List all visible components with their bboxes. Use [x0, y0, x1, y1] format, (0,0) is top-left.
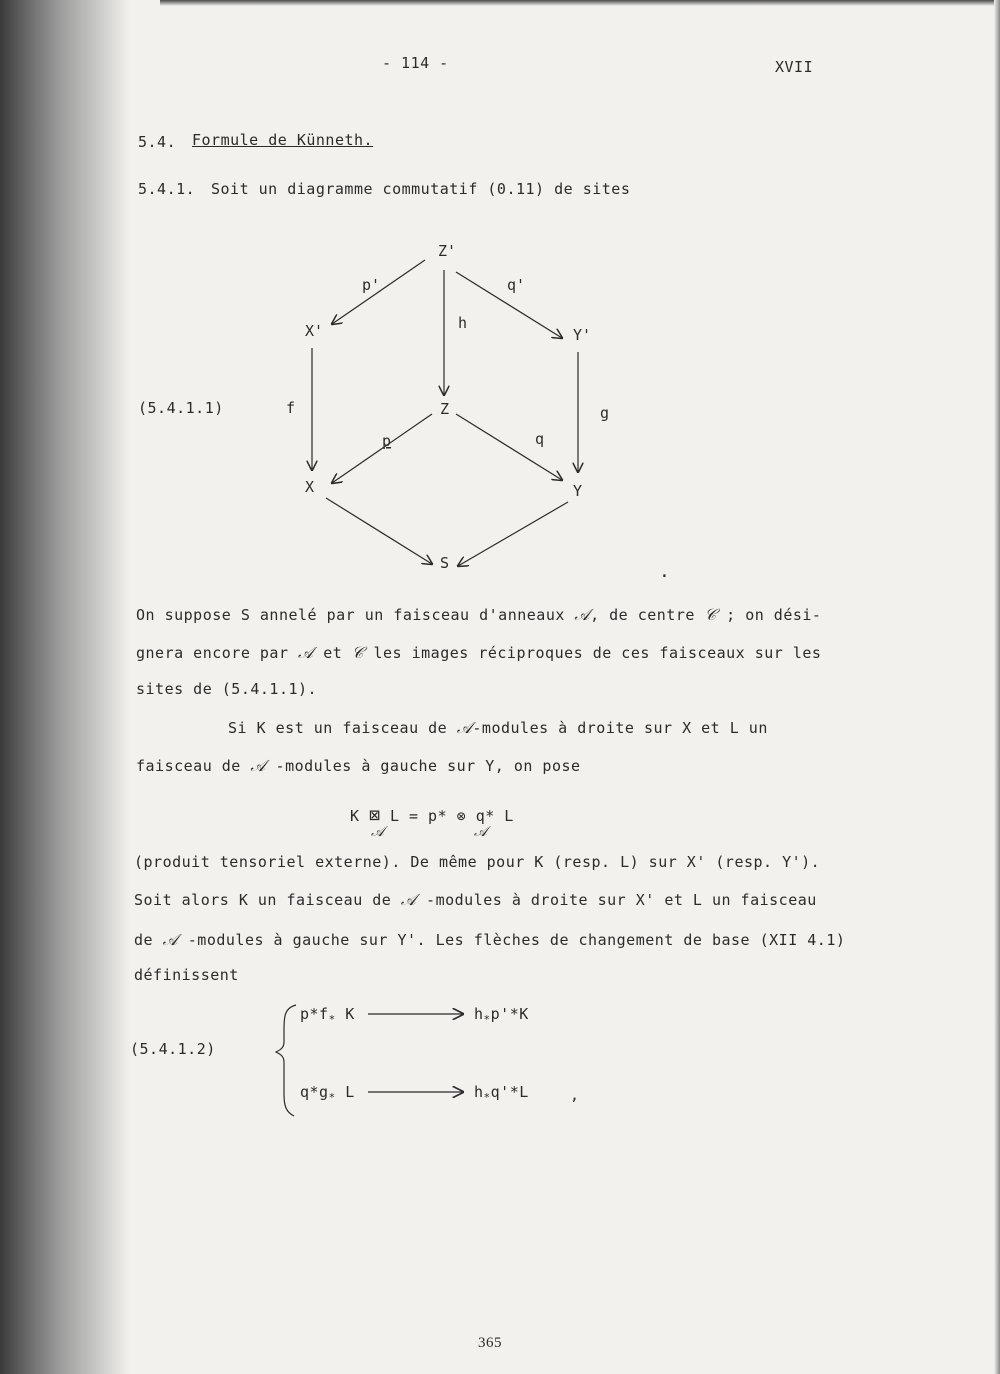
- center-symbol: 𝒞: [351, 643, 364, 662]
- ring-symbol: 𝒜: [250, 756, 267, 775]
- label-p: p: [382, 432, 392, 450]
- para3-line4: définissent: [134, 966, 239, 984]
- row2-left-sub: *: [328, 1091, 336, 1104]
- section-title: Formule de Künneth.: [192, 131, 374, 149]
- page-number: - 114 -: [382, 54, 449, 72]
- formula2-row1-left: [300, 1005, 355, 1026]
- node-s: S: [440, 554, 450, 572]
- row1-right-sub: *: [483, 1013, 491, 1026]
- para3-line2-text-a: Soit alors K un faisceau de: [134, 891, 392, 909]
- para2-line2-text-a: faisceau de: [136, 757, 241, 775]
- ring-symbol: 𝒜: [456, 718, 473, 737]
- row1-left-sub: *: [328, 1013, 336, 1026]
- para1-line3: sites de (5.4.1.1).: [136, 680, 318, 698]
- row1-right-main: h: [474, 1005, 484, 1023]
- para3-line1: (produit tensoriel externe). De même pour K (resp. L) sur X' (resp. Y').: [134, 853, 821, 871]
- label-p-prime: p': [362, 276, 381, 294]
- label-q-prime: q': [507, 276, 526, 294]
- center-symbol: 𝒞: [704, 605, 717, 624]
- node-z: Z: [440, 400, 450, 418]
- chapter-label: XVII: [775, 58, 814, 76]
- para1-line1-text-c: ; on dési-: [726, 606, 822, 624]
- formula2-trailing-comma: ,: [570, 1086, 580, 1104]
- row2-right-main: h: [474, 1083, 484, 1101]
- node-y-prime: Y': [573, 326, 592, 344]
- para3-line3-text-b: -modules à gauche sur Y'. Les flèches de changement de base (XII 4.1): [187, 931, 846, 949]
- node-x: X: [305, 478, 315, 496]
- para1-line2-text-a: gnera encore par: [136, 644, 289, 662]
- para1-line2-text-c: les images réciproques de ces faisceaux sur les: [373, 644, 822, 662]
- external-tensor-symbol: ⊠: [369, 805, 381, 826]
- subsection-text: Soit un diagramme commutatif (0.11) de sites: [211, 180, 631, 198]
- ring-symbol: 𝒜: [162, 930, 179, 949]
- eq-label-5-4-1-2: (5.4.1.2): [130, 1040, 216, 1058]
- label-q: q: [535, 430, 545, 448]
- formula2-row2-left: [300, 1083, 355, 1104]
- label-g: g: [600, 404, 610, 422]
- section-number: 5.4.: [138, 133, 177, 151]
- row2-left-tail: L: [335, 1083, 355, 1101]
- para1-line1-text-b: , de centre: [590, 606, 695, 624]
- label-f: f: [286, 399, 296, 417]
- row2-right-tail: q'*L: [490, 1083, 529, 1101]
- para3-line2-text-b: -modules à droite sur X' et L un faisceau: [426, 891, 817, 909]
- eq-label-5-4-1-1: (5.4.1.1): [138, 399, 224, 417]
- para1-line1-text-a: On suppose S annelé par un faisceau d'anneaux: [136, 606, 565, 624]
- ring-symbol: 𝒜: [298, 643, 314, 662]
- left-brace: [276, 1005, 296, 1116]
- node-z-prime: Z': [438, 242, 457, 260]
- node-y: Y: [573, 482, 583, 500]
- formula1-sub-ring-2: 𝒜: [474, 824, 488, 840]
- formula1-rhs: L = p* ⊗ q* L: [389, 807, 514, 825]
- row2-right-sub: *: [483, 1091, 491, 1104]
- subsection-number: 5.4.1.: [138, 180, 196, 198]
- row1-right-tail: p'*K: [490, 1005, 529, 1023]
- formula1-k: K: [350, 807, 360, 825]
- diagram-trailing-dot: .: [659, 561, 670, 582]
- folio-number: 365: [478, 1335, 502, 1351]
- para2-line1-text-a: Si K est un faisceau de: [228, 719, 448, 737]
- formula2-row2-right: [474, 1083, 529, 1104]
- formula2-row1-right: [474, 1005, 529, 1026]
- row2-left-main: q*g: [300, 1083, 329, 1101]
- ring-symbol: 𝒜: [400, 890, 417, 909]
- label-h: h: [458, 314, 468, 332]
- para2-line1-text-b: -modules à droite sur X et L un: [472, 719, 768, 737]
- node-x-prime: X': [305, 322, 324, 340]
- para1-line2-text-b: et: [323, 644, 343, 662]
- row1-left-tail: K: [335, 1005, 355, 1023]
- row1-left-main: p*f: [300, 1005, 329, 1023]
- ring-symbol: 𝒜: [574, 605, 591, 624]
- para2-line2-text-b: -modules à gauche sur Y, on pose: [275, 757, 581, 775]
- formula1-sub-ring-1: 𝒜: [371, 824, 385, 840]
- para3-line3-text-a: de: [134, 931, 154, 949]
